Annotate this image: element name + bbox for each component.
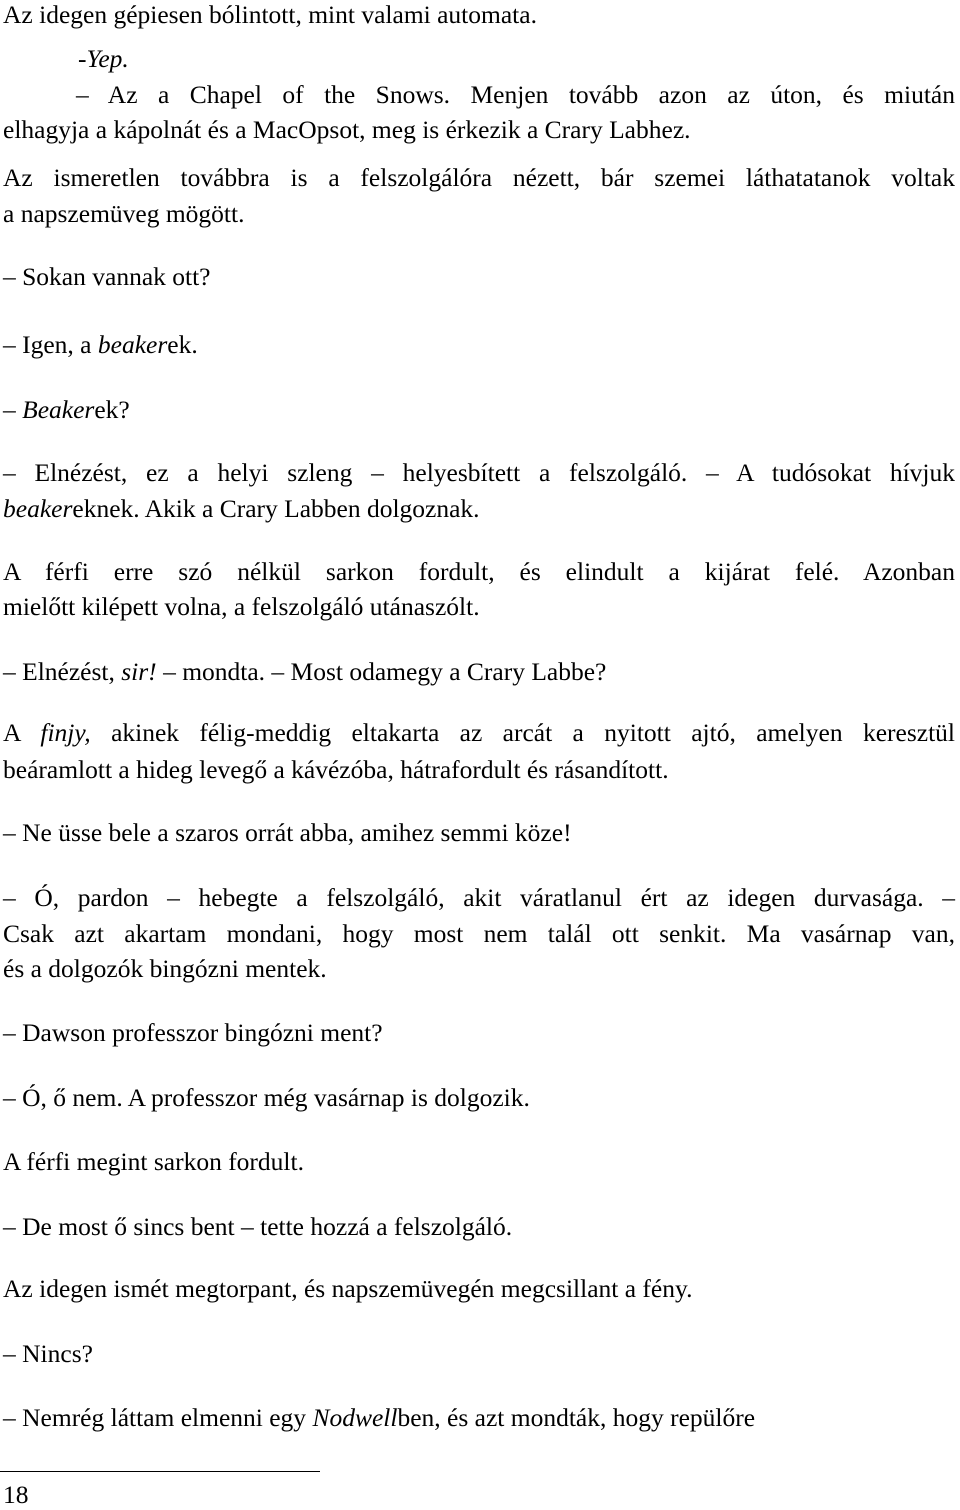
text-line xyxy=(3,592,480,622)
text-segment: elhagyja a kápolnát és a MacOpsot, meg is érkezik a Crary Labhez. xyxy=(3,115,691,144)
text-segment: – De most ő sincs bent – tette hozzá a felszolgáló. xyxy=(3,1212,513,1241)
page-number: 18 xyxy=(3,1480,29,1509)
italic-text-segment: sir! xyxy=(121,657,157,686)
text-line xyxy=(3,718,955,748)
text-segment: – Sokan vannak ott? xyxy=(3,262,211,291)
text-line xyxy=(3,458,955,488)
text-line xyxy=(3,163,955,193)
italic-text-segment: beaker xyxy=(97,330,168,359)
text-segment: – Az a Chapel of the Snows. Menjen tovább azon az úton, és miután xyxy=(76,80,955,109)
text-segment: ek? xyxy=(94,395,130,424)
text-line xyxy=(3,1018,383,1048)
text-segment: – Igen, a xyxy=(3,330,98,359)
text-segment: beáramlott a hideg levegő a kávézóba, hátrafordult és rásandított. xyxy=(3,755,669,784)
text-segment: mielőtt kilépett volna, a felszolgáló utánaszólt. xyxy=(3,592,480,621)
text-segment: – Dawson professzor bingózni ment? xyxy=(3,1018,383,1047)
text-line xyxy=(76,80,955,110)
text-line xyxy=(3,818,572,848)
text-line xyxy=(3,755,669,785)
text-segment: – Ó, ő nem. A professzor még vasárnap is dolgozik. xyxy=(3,1083,530,1112)
text-segment: – xyxy=(3,395,23,424)
text-segment: – mondta. – Most odamegy a Crary Labbe? xyxy=(156,657,607,686)
text-line xyxy=(3,883,955,913)
text-segment: Az ismeretlen továbbra is a felszolgálóra nézett, bár szemei láthatatanok voltak xyxy=(3,163,955,192)
text-line xyxy=(3,0,537,30)
text-segment: Csak azt akartam mondani, hogy most nem talál ott senkit. Ma vasárnap van, xyxy=(3,919,955,948)
text-line xyxy=(3,919,955,949)
italic-text-segment: Nodwell xyxy=(312,1403,398,1432)
text-line xyxy=(3,199,244,229)
italic-text-segment: Beaker xyxy=(22,395,95,424)
text-line xyxy=(3,954,327,984)
text-segment: ben, és azt mondták, hogy repülőre xyxy=(397,1403,756,1432)
text-segment: A férfi megint sarkon fordult. xyxy=(3,1147,304,1176)
italic-text-segment: beaker xyxy=(3,494,73,523)
text-segment: A férfi erre szó nélkül sarkon fordult, és elindult a kijárat felé. Azonban xyxy=(3,557,955,586)
text-segment: – Nincs? xyxy=(3,1339,93,1368)
text-segment: – Ó, pardon – hebegte a felszolgáló, akit váratlanul ért az idegen durvasága. – xyxy=(3,883,955,912)
text-segment: ek. xyxy=(167,330,198,359)
italic-text-segment: finjy, xyxy=(40,718,91,747)
text-segment: Az idegen gépiesen bólintott, mint valami automata. xyxy=(3,0,537,29)
text-segment: akinek félig-meddig eltakarta az arcát a nyitott ajtó, amelyen keresztül xyxy=(90,718,955,747)
text-line xyxy=(3,1083,530,1113)
text-line xyxy=(3,494,480,524)
text-line xyxy=(3,1403,755,1433)
text-segment: és a dolgozók bingózni mentek. xyxy=(3,954,327,983)
italic-text-segment: -Yep. xyxy=(78,44,129,73)
text-line xyxy=(3,115,691,145)
text-segment: A xyxy=(3,718,41,747)
text-line xyxy=(78,44,129,74)
text-segment: Az idegen ismét megtorpant, és napszemüvegén megcsillant a fény. xyxy=(3,1274,693,1303)
text-line xyxy=(3,262,211,292)
text-segment: – Nemrég láttam elmenni egy xyxy=(3,1403,313,1432)
text-line xyxy=(3,1274,692,1304)
text-line xyxy=(3,657,606,687)
text-segment: – Elnézést, xyxy=(3,657,122,686)
text-line xyxy=(3,395,130,425)
text-line xyxy=(3,557,955,587)
text-segment: a napszemüveg mögött. xyxy=(3,199,245,228)
text-line xyxy=(3,330,198,360)
text-line xyxy=(3,1339,93,1369)
text-segment: eknek. Akik a Crary Labben dolgoznak. xyxy=(72,494,480,523)
text-line xyxy=(3,1147,304,1177)
text-segment: – Elnézést, ez a helyi szleng – helyesbített a felszolgáló. – A tudósokat hívjuk xyxy=(3,458,955,487)
text-line xyxy=(3,1212,512,1242)
text-segment: – Ne üsse bele a szaros orrát abba, amihez semmi köze! xyxy=(3,818,572,847)
footer-divider xyxy=(0,1471,320,1472)
